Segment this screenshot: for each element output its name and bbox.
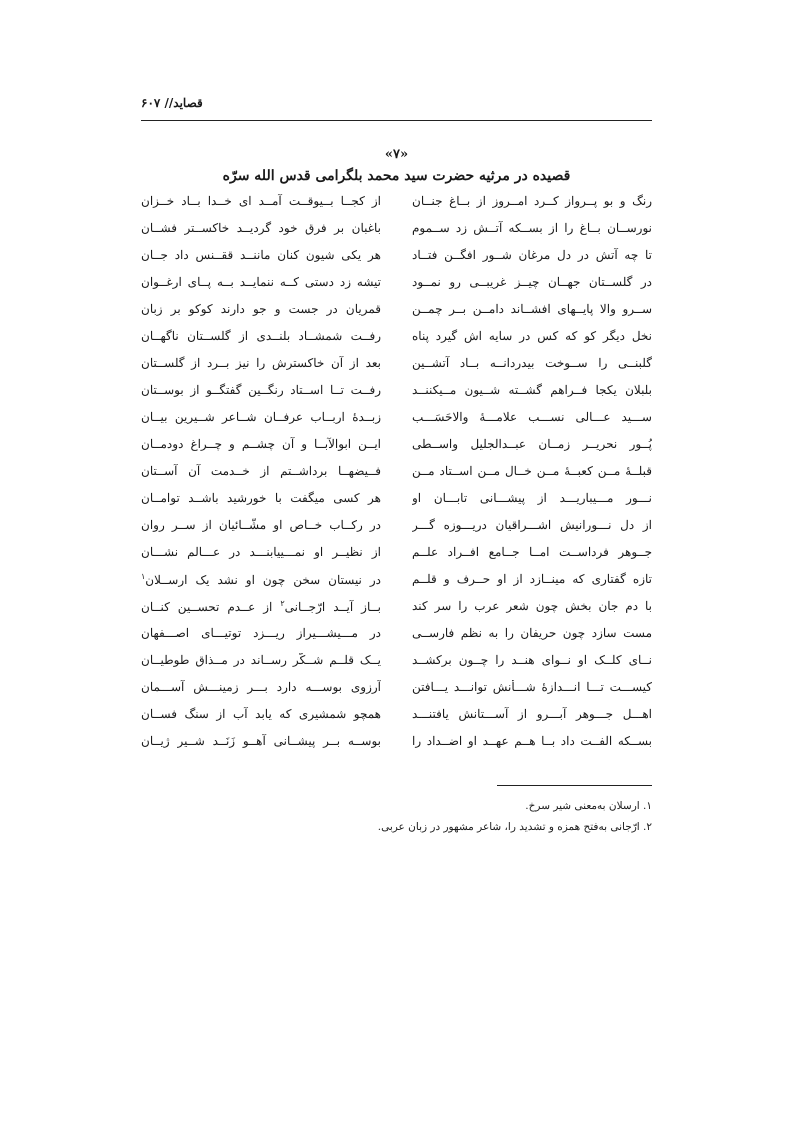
hemistich-text: اهـــل جـــوهر آبـــرو از آســـتانش یافتنـــد bbox=[412, 707, 652, 721]
running-title: قصاید// ۶۰۷ bbox=[141, 96, 203, 110]
verse-line bbox=[141, 404, 652, 431]
hemistich-text: نــای کلــک او نــوای هنــد را چــون برکشــد bbox=[412, 653, 652, 667]
hemistich-text: تا چه آتش در دل مرغان شــور افگــن فتــاد bbox=[412, 248, 652, 262]
hemistich-text: آرزوی بوســـه دارد بـــر زمینـــش آســـمان bbox=[141, 680, 381, 694]
hemistich-second bbox=[141, 356, 381, 370]
verse-line bbox=[141, 188, 652, 215]
hemistich-text: بعد از آن خاکسترش را نیز بــرد از گلســتان bbox=[141, 356, 381, 370]
hemistich-second bbox=[141, 491, 381, 505]
hemistich-first bbox=[412, 221, 652, 235]
hemistich-first bbox=[412, 734, 652, 748]
hemistich-first bbox=[412, 491, 652, 505]
hemistich-second bbox=[141, 545, 381, 559]
verse-line bbox=[141, 647, 652, 674]
footnote-item: ۲. ارّجانی به‌فتح همزه و تشدید را، شاعر مشهور در زبان عربی. bbox=[377, 821, 652, 833]
hemistich-text: همچو شمشیری که یابد آب از سنگ فســان bbox=[141, 707, 381, 721]
hemistich-second bbox=[141, 410, 381, 424]
hemistich-text: ســرو والا پایــهای افشــاند دامــن بــر چمــن bbox=[412, 302, 652, 316]
hemistich-second bbox=[141, 221, 381, 235]
verse-line bbox=[141, 512, 652, 539]
hemistich-text: یــک قلــم شــکّر رســاند در مــذاق طوطیــان bbox=[141, 653, 381, 667]
page-header bbox=[141, 94, 652, 121]
hemistich-first bbox=[412, 464, 652, 478]
verse-line bbox=[141, 377, 652, 404]
verse-line bbox=[141, 566, 652, 593]
verse-line bbox=[141, 458, 652, 485]
verse-line bbox=[141, 701, 652, 728]
footnote-marker: ۲ bbox=[280, 599, 285, 608]
hemistich-text: در مـــیشـــیراز ریـــزد توتیـــای اصـــفهان bbox=[141, 626, 381, 640]
hemistich-second bbox=[141, 734, 381, 748]
hemistich-first bbox=[412, 626, 652, 640]
hemistich-text: هر کسی میگفت با خورشید باشــد توامــان bbox=[141, 491, 381, 505]
hemistich-first bbox=[412, 545, 652, 559]
hemistich-text: ســـید عـــالی نســـب علامـــهٔ والاحَسَـــب bbox=[412, 410, 652, 424]
hemistich-second bbox=[141, 707, 381, 721]
hemistich-first bbox=[412, 329, 652, 343]
verse-line bbox=[141, 593, 652, 620]
hemistich-text-continued: از عــدم تحســین کنــان bbox=[141, 600, 281, 614]
hemistich-text: هر یکی شیون کنان ماننــد ققــنس داد جــان bbox=[141, 248, 381, 262]
hemistich-text: با دم جان بخش چون شعر عرب را سر کند bbox=[412, 599, 652, 613]
hemistich-text: از کجــا بــیوقــت آمــد ای خــدا بــاد خــزان bbox=[141, 194, 381, 208]
hemistich-text: نخل دیگر کو که کس در سایه اش گیرد پناه bbox=[412, 329, 652, 343]
hemistich-second bbox=[141, 329, 381, 343]
verse-line bbox=[141, 323, 652, 350]
hemistich-text: نـــور مـــیباریـــد از پیشـــانی تابـــان او bbox=[412, 491, 652, 505]
hemistich-text: بــاز آیــد ارّجــانی bbox=[284, 600, 381, 614]
hemistich-first bbox=[412, 248, 652, 262]
hemistich-first bbox=[412, 302, 652, 316]
hemistich-first bbox=[412, 653, 652, 667]
verse-line bbox=[141, 728, 652, 755]
hemistich-text: در رکــاب خــاص او مشّــائیان از ســر روان bbox=[141, 518, 381, 532]
verse-line bbox=[141, 485, 652, 512]
hemistich-text: کیســـت تـــا انـــدازهٔ شـــأنش توانـــد یـــافتن bbox=[412, 680, 652, 694]
hemistich-second bbox=[141, 248, 381, 262]
hemistich-second bbox=[141, 518, 381, 532]
footnote-item: ۱. ارسلان به‌معنی شیر سرخ. bbox=[525, 800, 652, 812]
hemistich-text: در گلســتان جهــان چیــز غریبــی رو نمــود bbox=[412, 275, 652, 289]
verse-line bbox=[141, 269, 652, 296]
hemistich-text: تازه گفتاری که مینــازد از او حــرف و قلــم bbox=[412, 572, 652, 586]
hemistich-first bbox=[412, 383, 652, 397]
footnotes bbox=[141, 796, 652, 838]
footnote-divider bbox=[497, 785, 652, 786]
verse-line bbox=[141, 242, 652, 269]
hemistich-second bbox=[141, 275, 381, 289]
hemistich-second bbox=[141, 680, 381, 694]
verse-line bbox=[141, 539, 652, 566]
hemistich-text: باغبان بر فرق خود گردیــد خاکســتر فشــان bbox=[141, 221, 381, 235]
hemistich-text: زبــدهٔ اربــاب عرفــان شــاعر شــیرین بیــان bbox=[141, 410, 381, 424]
hemistich-text: از دل نـــورانیش اشـــراقیان دریـــوزه گـــر bbox=[412, 518, 652, 532]
hemistich-first bbox=[412, 707, 652, 721]
verse-line bbox=[141, 620, 652, 647]
hemistich-text: بوســه بــر پیشــانی آهــو زَنَــد شــیر ژیــان bbox=[141, 734, 381, 748]
hemistich-text: بســکه الفــت داد بــا هــم عهــد او اضــداد را bbox=[412, 734, 652, 748]
verse-line bbox=[141, 350, 652, 377]
hemistich-second bbox=[141, 599, 381, 614]
verse-line bbox=[141, 215, 652, 242]
hemistich-text: قمریان در جست و جو دارند کوکو بر زبان bbox=[141, 302, 381, 316]
poem-number: «۷» bbox=[384, 147, 409, 162]
hemistich-second bbox=[141, 383, 381, 397]
hemistich-text: بلبلان یکجا فــراهم گشــته شــیون مــیکننــد bbox=[412, 383, 652, 397]
hemistich-first bbox=[412, 410, 652, 424]
hemistich-text: جــوهر فرداســت امــا جــامع افــراد علــم bbox=[412, 545, 652, 559]
hemistich-text: رنگ و بو پــرواز کــرد امــروز از بــاغ جنــان bbox=[412, 194, 652, 208]
hemistich-first bbox=[412, 194, 652, 208]
hemistich-text: پُــور نحریــر زمــان عبــدالجلیل واســطی bbox=[412, 437, 652, 451]
hemistich-text: رفــت شمشــاد بلنــدی از گلســتان ناگهــان bbox=[141, 329, 381, 343]
hemistich-second bbox=[141, 572, 381, 587]
hemistich-text: رفــت تــا اســتاد رنگــین گفتگــو از بوســتان bbox=[141, 383, 381, 397]
hemistich-text: مست سازد چون حریفان را به نظم فارســی bbox=[412, 626, 652, 640]
verse-line bbox=[141, 296, 652, 323]
hemistich-text: نورســان بــاغ را از بســکه آتــش زد ســموم bbox=[412, 221, 652, 235]
hemistich-text: از نظیــر او نمـــییابنـــد در عـــالم نشـــان bbox=[141, 545, 381, 559]
hemistich-second bbox=[141, 653, 381, 667]
hemistich-first bbox=[412, 437, 652, 451]
hemistich-text: فــیضهــا برداشــتم از خــدمت آن آســتان bbox=[141, 464, 381, 478]
hemistich-text: در نیستان سخن چون او نشد یک ارســلان bbox=[145, 573, 381, 587]
hemistich-second bbox=[141, 626, 381, 640]
hemistich-first bbox=[412, 572, 652, 586]
hemistich-text: تیشه زد دستی کــه ننمایــد بــه پــای ارغــوان bbox=[141, 275, 381, 289]
hemistich-second bbox=[141, 302, 381, 316]
hemistich-second bbox=[141, 464, 381, 478]
poem-title: قصیده در مرثیه حضرت سید محمد بلگرامی قدس الله سرّه bbox=[222, 168, 571, 184]
hemistich-second bbox=[141, 437, 381, 451]
hemistich-first bbox=[412, 518, 652, 532]
hemistich-text: ایــن ابوالآبــا و آن چشــم و چــراغ دودمــان bbox=[141, 437, 381, 451]
hemistich-first bbox=[412, 680, 652, 694]
hemistich-second bbox=[141, 194, 381, 208]
hemistich-first bbox=[412, 275, 652, 289]
footnote-marker: ۱ bbox=[141, 572, 146, 581]
verse-list bbox=[141, 188, 652, 755]
hemistich-text: گلبنــی را ســوخت بیدردانــه بــاد آتشــین bbox=[412, 356, 652, 370]
hemistich-first bbox=[412, 599, 652, 613]
hemistich-first bbox=[412, 356, 652, 370]
verse-line bbox=[141, 674, 652, 701]
hemistich-text: قبلــهٔ مــن کعبــهٔ مــن خــال مــن اســتاد مــن bbox=[412, 464, 652, 478]
verse-line bbox=[141, 431, 652, 458]
